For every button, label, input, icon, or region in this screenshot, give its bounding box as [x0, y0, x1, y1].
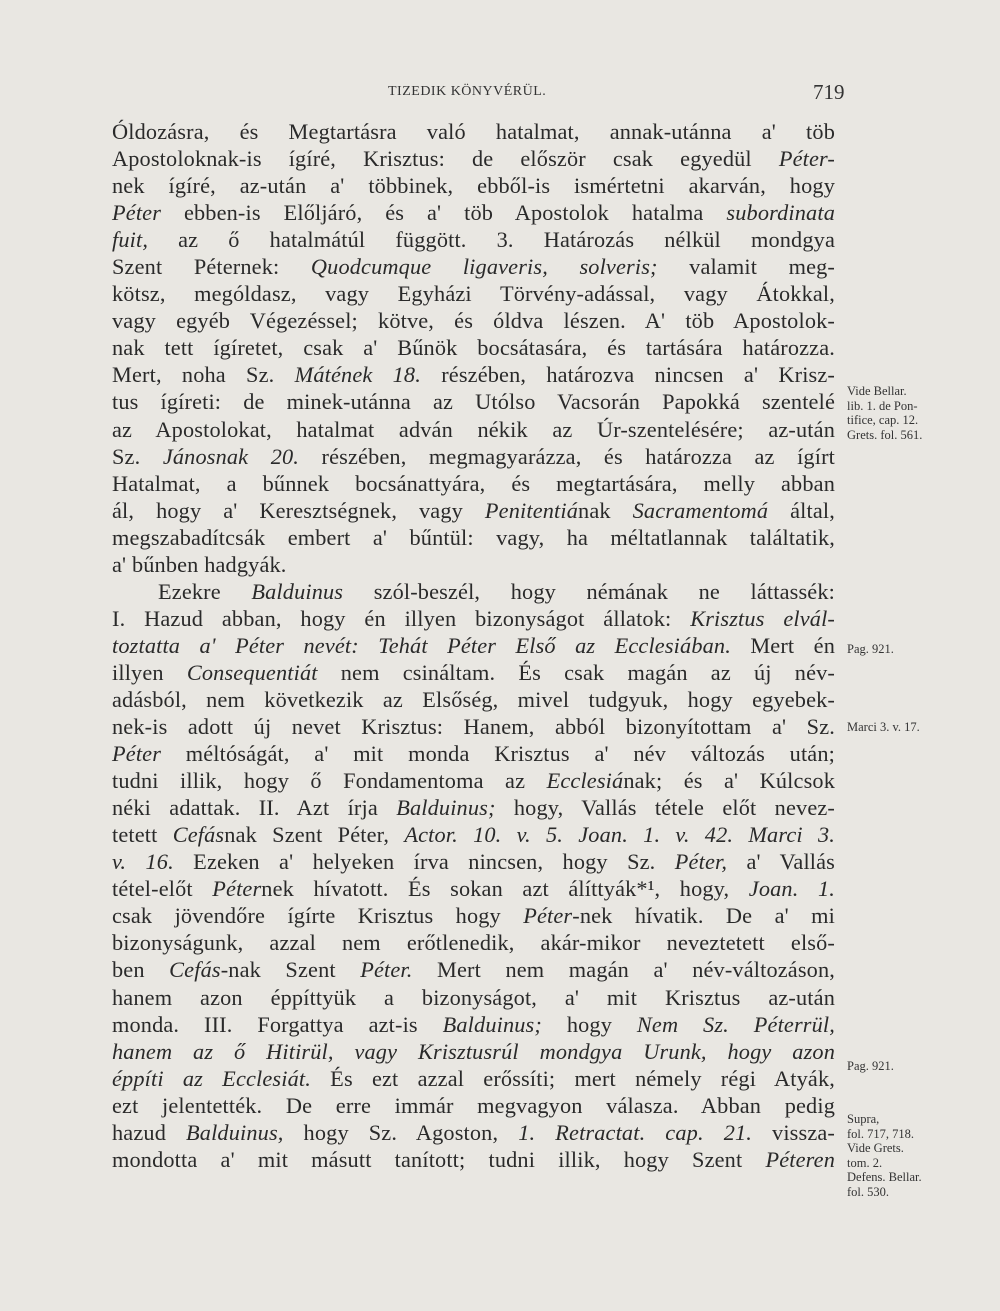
italic-segment: v. 16.	[112, 849, 174, 875]
italic-segment: Jánosnak 20.	[162, 443, 300, 469]
text-segment: hogy	[541, 1011, 637, 1037]
text-segment: nek hívatott. És sokan azt álíttyák*¹, hogy,	[261, 876, 749, 902]
text-segment: adásból, nem következik az Elsőség, mivel tudgyuk, hogy egyebek-	[112, 686, 835, 712]
text-line	[112, 578, 835, 605]
text-segment: -nek hívatik. De a' mi	[572, 903, 835, 929]
italic-segment: Consequentiát	[186, 659, 318, 685]
italic-segment: Cefás	[169, 957, 221, 983]
text-segment: ál, hogy a' Keresztségnek, vagy	[112, 497, 485, 523]
italic-segment: Péter	[212, 876, 262, 902]
text-segment: nak	[578, 497, 633, 523]
text-segment: ezt jelentették. De erre immár megvagyon válasza. Abban pedig	[112, 1092, 835, 1118]
italic-segment: Actor. 10. v. 5. Joan. 1. v. 42. Marci 3.	[404, 822, 836, 848]
text-segment: tétel-előt	[112, 876, 213, 902]
text-segment: vagy egyéb Végezéssel; kötve, és óldva lészen. A' töb Apostolok-	[112, 308, 835, 334]
text-line	[112, 713, 835, 740]
italic-segment: Balduinus;	[396, 795, 496, 821]
text-segment: kötsz, mególdasz, vagy Egyházi Törvény-adással, vagy Átokkal,	[112, 281, 835, 307]
text-segment: méltóságát, a' mit monda Krisztus a' név változás után;	[161, 741, 835, 767]
italic-segment: Balduinus,	[186, 1119, 284, 1145]
text-segment: szól-beszél, hogy némának ne láttassék:	[343, 578, 835, 604]
text-segment: a' bűnben hadgyák.	[112, 551, 287, 577]
italic-segment: Péter	[523, 903, 573, 929]
text-segment: nek ígíré, az-után a' többinek, ebből-is ismértetni akarván, hogy	[112, 173, 835, 199]
text-segment: hazud	[112, 1119, 187, 1145]
text-line	[112, 524, 835, 551]
text-line	[112, 416, 835, 443]
text-line	[112, 902, 835, 929]
italic-segment: Péter	[112, 741, 162, 767]
margin-note-line: Pag. 921.	[847, 642, 894, 656]
text-line	[112, 848, 835, 875]
text-segment: mondotta a' mit másutt tanított; tudni illik, hogy Szent	[112, 1146, 766, 1172]
margin-note-line: Pag. 921.	[847, 1059, 894, 1073]
text-segment: nak Szent Péter,	[224, 822, 405, 848]
text-segment: Mert nem magán a' név-változáson,	[412, 957, 835, 983]
page-number: 719	[813, 80, 845, 104]
text-segment: illyen	[112, 659, 187, 685]
italic-segment: Penitentiá	[484, 497, 579, 523]
text-line	[112, 875, 835, 902]
text-segment: tetett	[112, 822, 173, 848]
text-segment: És ezt azzal erőssíti; mert némely régi Atyák,	[310, 1065, 835, 1091]
margin-note-line: Vide Grets.	[847, 1141, 904, 1155]
text-segment: monda. III. Forgattya azt-is	[112, 1011, 443, 1037]
margin-note	[847, 1059, 894, 1074]
text-line	[112, 605, 835, 632]
text-segment: hogy Sz. Agoston,	[283, 1119, 519, 1145]
italic-segment: Joan. 1.	[748, 876, 835, 902]
text-segment: valamit meg-	[657, 254, 836, 280]
italic-segment: Péter-	[778, 146, 835, 172]
margin-note-line: fol. 717, 718.	[847, 1126, 915, 1141]
text-segment: ebben-is Előljáró, és a' töb Apostolok hatalma	[161, 200, 727, 226]
text-line	[112, 280, 835, 307]
text-line	[112, 686, 835, 713]
margin-note	[847, 1112, 922, 1199]
text-segment: részében, határozva nincsen a' Krisz-	[420, 362, 835, 388]
margin-note-line: tom. 2.	[847, 1155, 883, 1170]
text-line	[112, 388, 835, 415]
italic-segment: Sacramentomá	[632, 497, 769, 523]
italic-segment: toztatta a' Péter nevét: Tehát Péter Első az Ecclesiában.	[112, 632, 731, 658]
text-line	[112, 740, 835, 767]
text-segment: az Apostolokat, hatalmat adván nékik az Úr-szentelésére; az-után	[112, 416, 835, 442]
text-segment: bizonyságunk, azzal nem erőtlenedik, akár-mikor neveztetett első-	[112, 930, 835, 956]
text-line	[112, 821, 835, 848]
text-line	[112, 118, 835, 145]
text-segment: megszabadítcsák embert a' bűntül: vagy, ha méltatlannak találtatik,	[112, 524, 835, 550]
italic-segment: éppíti az Ecclesiát.	[112, 1065, 311, 1091]
text-line	[112, 443, 835, 470]
italic-segment: Péter.	[360, 957, 413, 983]
body-text	[112, 118, 835, 1173]
italic-segment: fuit,	[112, 227, 149, 253]
italic-segment: Péter,	[674, 849, 728, 875]
text-line	[112, 794, 835, 821]
margin-note-line: Defens. Bellar.	[847, 1170, 922, 1184]
text-segment: néki adattak. II. Azt írja	[112, 795, 397, 821]
italic-segment: Nem Sz. Péterrül,	[636, 1011, 835, 1037]
text-segment: Sz.	[112, 443, 163, 469]
text-line	[112, 929, 835, 956]
text-line	[112, 199, 835, 226]
margin-notes	[835, 0, 1000, 1311]
text-line	[112, 145, 835, 172]
text-segment: ben	[112, 957, 170, 983]
text-line	[112, 1038, 835, 1065]
italic-segment: Péter	[112, 200, 162, 226]
text-line	[112, 226, 835, 253]
text-line	[112, 632, 835, 659]
text-segment: hanem azon éppíttyük a bizonyságot, a' mit Krisztus az-után	[112, 984, 835, 1010]
text-line	[112, 551, 835, 578]
text-line	[112, 1146, 835, 1173]
text-segment: Hatalmat, a bűnnek bocsánattyára, és megtartására, melly abban	[112, 470, 835, 496]
text-segment: az ő hatalmátúl függött. 3. Határozás nélkül mondgya	[148, 227, 835, 253]
margin-note-line: fol. 530.	[847, 1184, 890, 1199]
text-segment: Szent Péternek:	[112, 254, 311, 280]
text-segment: Mert, noha Sz.	[112, 362, 295, 388]
text-segment: nem csináltam. És csak magán az új név-	[317, 659, 836, 685]
text-line	[112, 1065, 835, 1092]
italic-segment: Ecclesiá	[546, 768, 624, 794]
text-segment: a' Vallás	[727, 849, 836, 875]
margin-note-line: Supra,	[847, 1112, 880, 1126]
text-segment: Apostoloknak-is ígíré, Krisztus: de először csak egyedül	[112, 146, 779, 172]
margin-note	[847, 384, 922, 442]
text-line	[112, 497, 835, 524]
margin-note-line: Marci 3. v. 17.	[847, 720, 920, 734]
text-segment: hogy, Vallás tétele előt nevez-	[495, 795, 835, 821]
text-segment: Ezekre	[158, 578, 252, 604]
text-segment: Óldozásra, és Megtartásra való hatalmat, annak-utánna a' töb	[112, 119, 835, 144]
margin-note-line: lib. 1. de Pon-	[847, 398, 918, 413]
text-segment: nek-is adott új nevet Krisztus: Hanem, abból bizonyítottam a' Sz.	[112, 714, 835, 740]
italic-segment: subordinata	[726, 200, 835, 226]
text-segment: által,	[768, 497, 835, 523]
italic-segment: Krisztus elvál-	[690, 605, 835, 631]
italic-segment: Péteren	[765, 1146, 835, 1172]
text-line	[112, 984, 835, 1011]
margin-note-line: Grets. fol. 561.	[847, 427, 923, 442]
italic-segment: Balduinus	[251, 578, 344, 604]
text-segment: Mert én	[730, 632, 835, 658]
text-line	[112, 1011, 835, 1038]
italic-segment: Mátének 18.	[294, 362, 421, 388]
text-segment: I. Hazud abban, hogy én illyen bizonyságot állatok:	[112, 605, 691, 631]
text-line	[112, 1119, 835, 1146]
text-line	[112, 1092, 835, 1119]
italic-segment: 1. Retractat. cap. 21.	[518, 1119, 753, 1145]
running-title: TIZEDIK KÖNYVÉRÜL.	[388, 84, 547, 99]
text-line	[112, 253, 835, 280]
text-line	[112, 767, 835, 794]
text-segment: részében, megmagyarázza, és határozza az ígírt	[299, 443, 836, 469]
italic-segment: Quodcumque ligaveris, solveris;	[310, 254, 658, 280]
margin-note	[847, 642, 894, 657]
text-segment: nak tett ígíretet, csak a' Bűnök bocsátasára, és tartására határozza.	[112, 335, 835, 361]
text-segment: -nak Szent	[220, 957, 361, 983]
margin-note	[847, 720, 920, 735]
text-segment: Ezeken a' helyeken írva nincsen, hogy Sz.	[173, 849, 675, 875]
text-line	[112, 172, 835, 199]
text-line	[112, 956, 835, 983]
text-segment: csak jövendőre ígírte Krisztus hogy	[112, 903, 524, 929]
text-line	[112, 334, 835, 361]
text-line	[112, 307, 835, 334]
text-line	[112, 470, 835, 497]
text-segment: vissza-	[752, 1119, 835, 1145]
text-line	[112, 361, 835, 388]
italic-segment: hanem az ő Hitirül, vagy Krisztusrúl mondgya Urunk, hogy azon	[112, 1038, 835, 1064]
italic-segment: Balduinus;	[442, 1011, 542, 1037]
text-segment: tudni illik, hogy ő Fondamentoma az	[112, 768, 547, 794]
margin-note-line: tifice, cap. 12.	[847, 413, 919, 427]
italic-segment: Cefás	[172, 822, 225, 848]
text-line	[112, 659, 835, 686]
margin-note-line: Vide Bellar.	[847, 384, 907, 398]
text-segment: tus ígíreti: de minek-utánna az Utólso Vacsorán Papokká szentelé	[112, 389, 835, 415]
text-segment: nak; és a' Kúlcsok	[623, 768, 835, 794]
